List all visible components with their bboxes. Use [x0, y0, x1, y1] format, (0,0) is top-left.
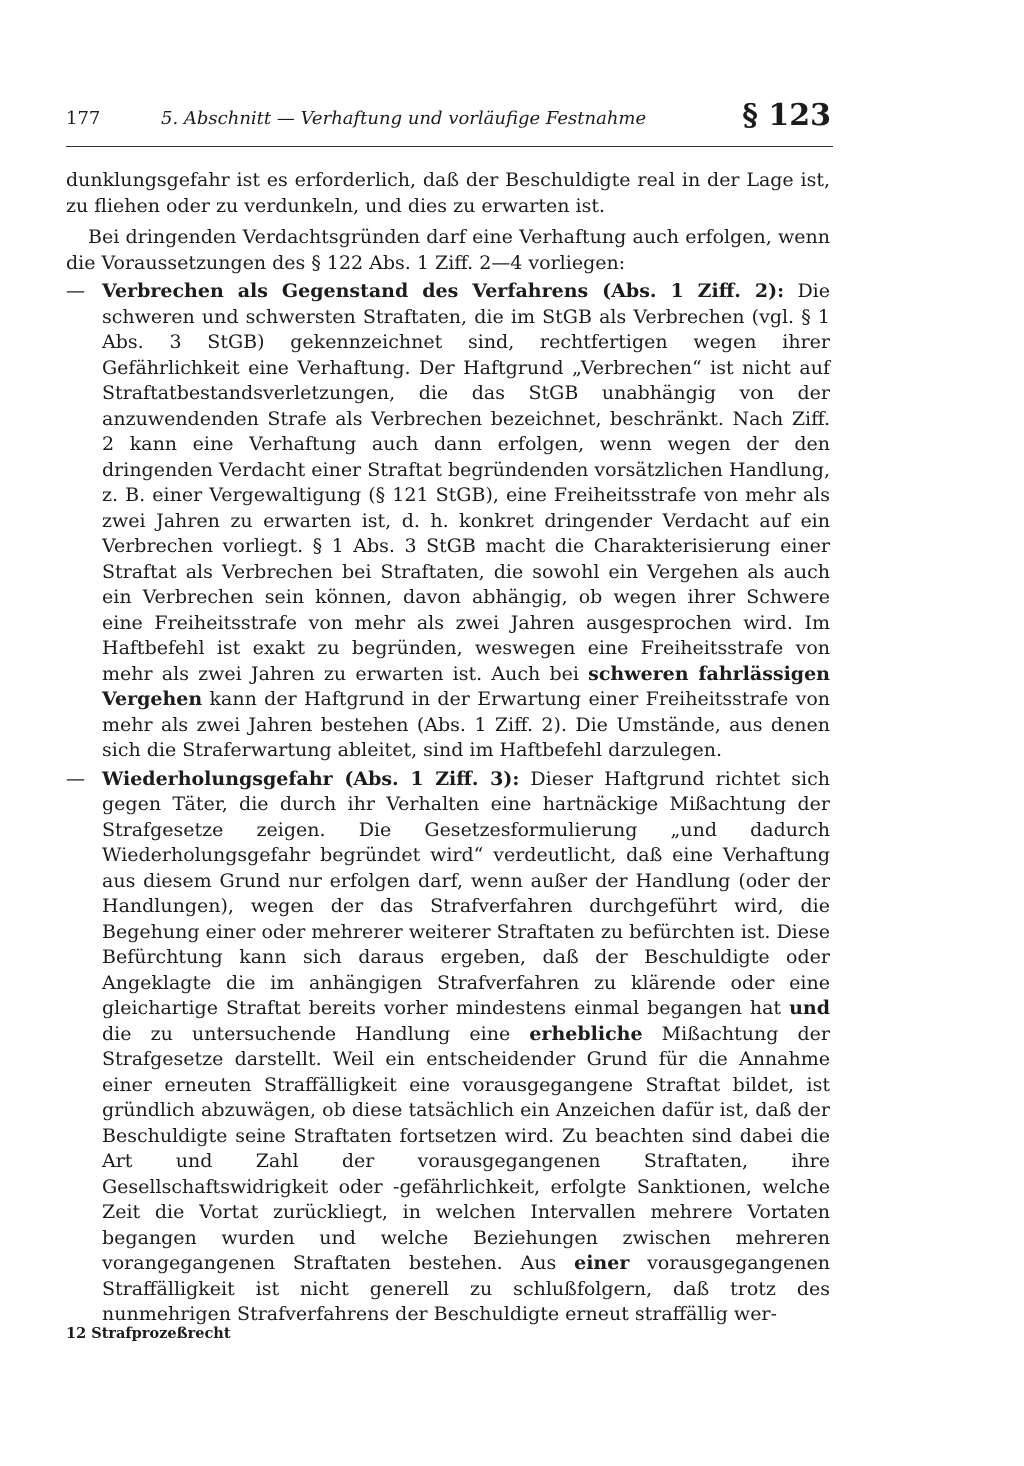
list-item-wiederholungsgefahr [66, 767, 830, 1328]
item-text: die zu untersuchende Handlung eine [102, 1022, 530, 1045]
item-term: Wiederholungsgefahr (Abs. 1 Ziff. 3): [102, 767, 520, 790]
list-dash: — [66, 280, 85, 302]
list-dash: — [66, 767, 85, 790]
item-text: Mißachtung der Strafgesetze darstellt. Weil ein entscheidender Grund für die Annahme einer erneuten Straffälligkeit eine vorausgegangene Straftat bildet, ist gründlich abzuwägen, ob diese tatsächlich ein Anzeichen dafür ist, daß der Beschuldigte seine Straftaten fortsetzen wird. Zu beachten sind dabei die Art und Zahl der vorausgegangenen Straftaten, ihre Gesellschaftswidrigkeit oder -gefährlichkeit, erfolgte Sanktionen, welche Zeit die Vortat zurückliegt, in welchen Intervallen mehrere Vortaten begangen wurden und welche Beziehungen zwischen mehreren vorangegangenen Straftaten bestehen. Aus [102, 1022, 830, 1274]
emphasis-text: und [789, 997, 830, 1019]
item-text: Die schweren und schwersten Straftaten, die im StGB als Verbrechen (vgl. § 1 Abs. 3 StGB) gekennzeichnet sind, rechtfertigen wegen ihrer Gefährlichkeit eine Verhaftung. Der Haftgrund „Verbrechen“ ist nicht auf Straftatbestandsverletzungen, die das StGB unabhängig von der anzuwendenden Strafe als Verbrechen bezeichnet, beschränkt. Nach Ziff. 2 kann eine Verhaftung auch dann erfolgen, wenn wegen der den dringenden Verdacht einer Straftat begründenden vorsätzlichen Handlung, z. B. einer Vergewaltigung (§ 121 StGB), eine Freiheitsstrafe von mehr als zwei Jahren zu erwarten ist, d. h. konkret dringender Verdacht auf ein Verbrechen vorliegt. § 1 Abs. 3 StGB macht die Charakterisierung einer Straftat als Verbrechen bei Straftaten, die sowohl ein Vergehen als auch ein Verbrechen sein können, davon abhängig, ob wegen ihrer Schwere eine Freiheitsstrafe von mehr als zwei Jahren ausgesprochen wird. Im Haftbefehl ist exakt zu begründen, weswegen eine Freiheitsstrafe von mehr als zwei Jahren zu erwarten ist. Auch bei [102, 280, 831, 685]
item-text: Dieser Haftgrund richtet sich gegen Täter, die durch ihr Verhalten eine hartnäckige Mißachtung der Strafgesetze zeigen. Die Gesetzesformulierung „und dadurch Wiederholungsgefahr begründet wird“ verdeutlicht, daß eine Verhaftung aus diesem Grund nur erfolgen darf, wenn außer der Handlung (oder der Handlungen), wegen der das Strafverfahren durchgeführt wird, die Begehung einer oder mehrerer weiterer Straftaten zu befürchten ist. Diese Befürchtung kann sich daraus ergeben, daß der Beschuldigte oder Angeklagte die im anhängigen Strafverfahren zu klärende oder eine gleichartige Straftat bereits vorher mindestens einmal begangen hat [102, 767, 830, 1019]
page-number: 177 [66, 108, 101, 129]
emphasis-text: erhebliche [529, 1022, 643, 1045]
running-head: 5. Abschnitt — Verhaftung und vorläufige Festnahme [161, 108, 647, 129]
paragraph-continuation: dunklungsgefahr ist es erforderlich, daß der Beschuldigte real in der Lage ist, zu fliehen oder zu verdunkeln, und dies zu erwarten ist. [66, 169, 830, 217]
list-item-verbrechen [66, 279, 830, 764]
signature-mark: 12 Strafprozeßrecht [66, 1325, 231, 1342]
page-header [66, 98, 833, 146]
emphasis-text: schweren fahrlässigen Vergehen [102, 662, 830, 710]
body-text [66, 168, 830, 1328]
item-term: Verbrechen als Gegenstand des Verfahrens (Abs. 1 Ziff. 2): [102, 280, 785, 302]
item-text: kann der Haftgrund in der Erwartung einer Freiheitsstrafe von mehr als zwei Jahren bestehen (Abs. 1 Ziff. 2). Die Umstände, aus denen sich die Straferwartung ableitet, sind im Haftbefehl darzulegen. [102, 688, 830, 761]
section-mark: § 123 [742, 98, 831, 133]
header-rule [66, 146, 833, 147]
emphasis-text: einer [574, 1252, 630, 1274]
item-text: vorausgegangenen Straffälligkeit ist nicht generell zu schlußfolgern, daß trotz des nunmehrigen Strafverfahrens der Beschuldigte erneut straffällig wer- [102, 1252, 830, 1325]
paragraph-intro: Bei dringenden Verdachtsgründen darf eine Verhaftung auch erfolgen, wenn die Voraussetzungen des § 122 Abs. 1 Ziff. 2—4 vorliegen: [66, 226, 830, 274]
